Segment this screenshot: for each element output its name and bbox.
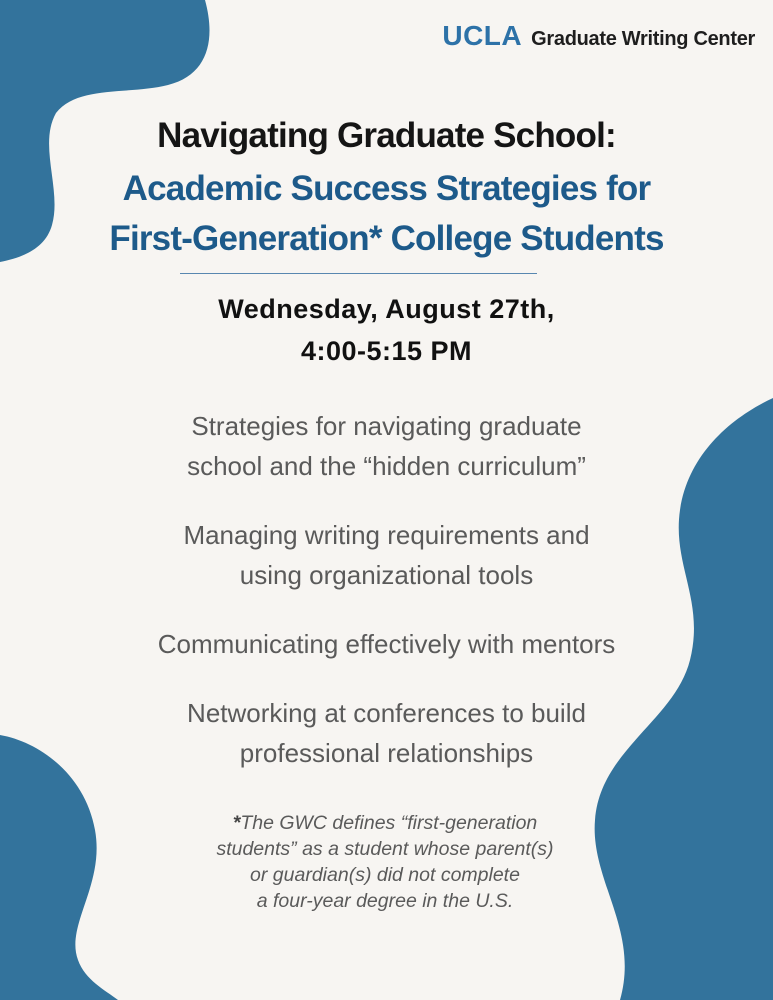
topic-text: Strategies for navigating graduate — [191, 411, 582, 441]
footnote-line: a four-year degree in the U.S. — [256, 890, 514, 912]
event-time: 4:00-5:15 PM — [300, 336, 473, 366]
topic-text: using organizational tools — [239, 560, 534, 590]
footnote-line: or guardian(s) did not complete — [250, 864, 520, 886]
topic-text: Communicating effectively with mentors — [157, 629, 616, 659]
footnote-text: The GWC defines “first-generation — [240, 812, 538, 834]
title-line-2: Academic Success Strategies for — [122, 169, 651, 208]
topic-text: Networking at conferences to build — [187, 698, 586, 728]
topic-item — [60, 406, 713, 486]
event-date: Wednesday, August 27th, — [218, 294, 555, 324]
topic-text: school and the “hidden curriculum” — [187, 451, 586, 481]
title-divider — [180, 273, 537, 274]
bottom-left-blob — [0, 735, 118, 1000]
topic-text: Managing writing requirements and — [183, 520, 590, 550]
topic-item — [60, 515, 713, 595]
brand-logo — [442, 20, 755, 52]
footnote — [140, 810, 630, 914]
topic-item — [60, 624, 713, 664]
ucla-wordmark: UCLA — [442, 20, 523, 51]
center-name: Graduate Writing Center — [531, 28, 755, 50]
footnote-line: students” as a student whose parent(s) — [216, 838, 554, 860]
title-line-3: First-Generation* College Students — [109, 219, 664, 258]
topic-item — [60, 693, 713, 773]
topic-text: professional relationships — [239, 738, 534, 768]
title-line-1: Navigating Graduate School: — [157, 116, 616, 155]
footnote-line — [140, 810, 630, 836]
footnote-marker: * — [232, 812, 241, 834]
